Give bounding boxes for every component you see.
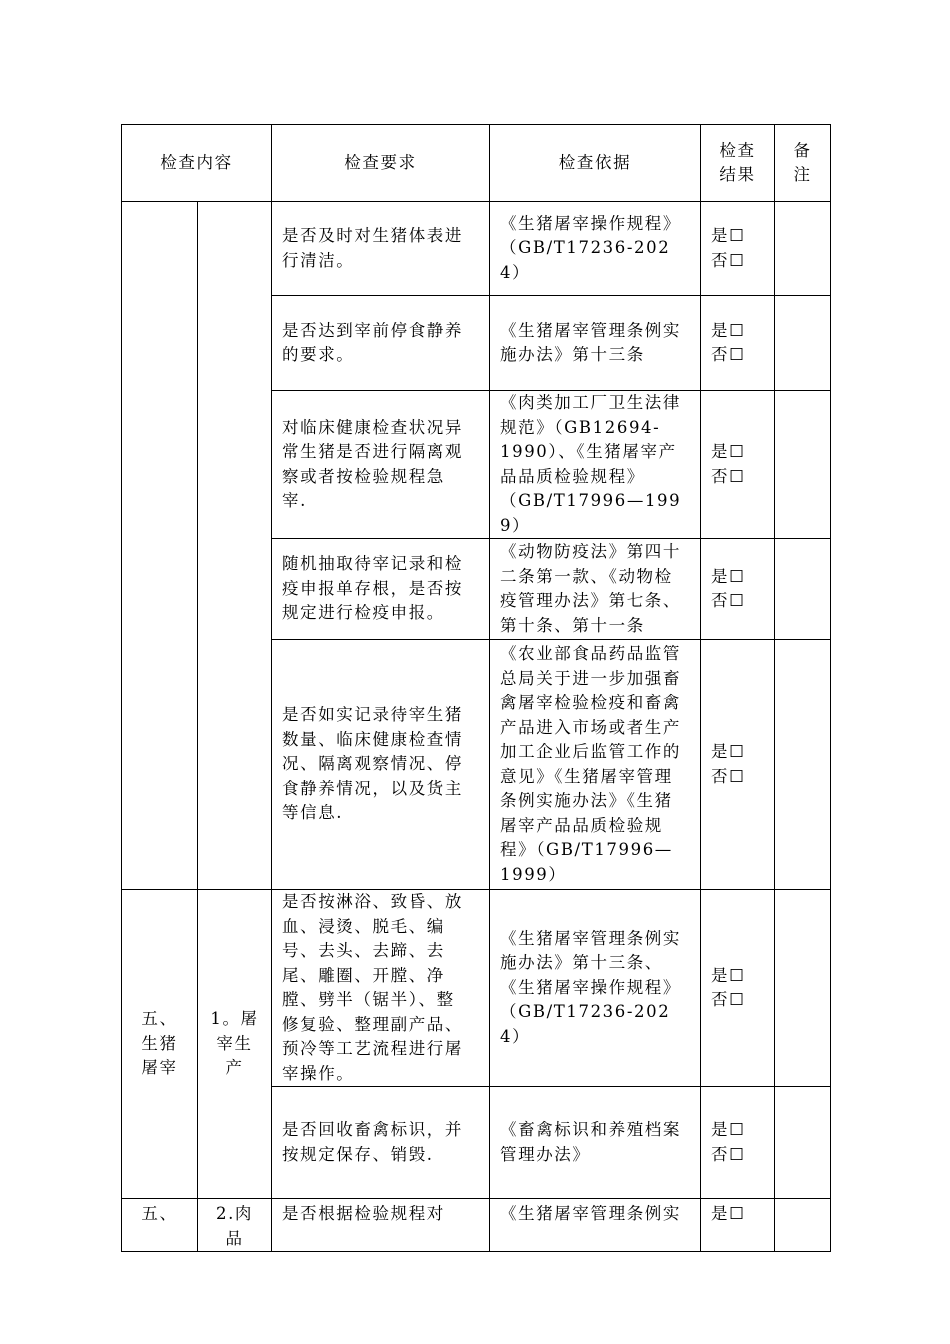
section-cell: 五、 生猪 屠宰 [122, 890, 198, 1199]
yes-checkbox[interactable]: 是☐ [711, 566, 746, 586]
section-cell-empty [122, 202, 198, 890]
header-row [122, 125, 831, 202]
no-checkbox[interactable]: 否☐ [711, 990, 746, 1009]
result-cell[interactable] [701, 640, 775, 890]
remark-cell [775, 539, 831, 640]
no-checkbox[interactable]: 否☐ [711, 466, 746, 486]
basis-cell: 《动物防疫法》第四十 二条第一款、《动物检 疫管理办法》第七条、 第十条、第十一条 [490, 539, 701, 640]
requirement-cell: 是否及时对生猪体表进 行清洁。 [272, 202, 490, 296]
result-cell[interactable] [701, 890, 775, 1087]
requirement-cell: 随机抽取待宰记录和检 疫申报单存根，是否按 规定进行检疫申报。 [272, 539, 490, 640]
table-row [122, 202, 831, 296]
yes-checkbox[interactable]: 是☐ [711, 742, 746, 761]
remark-cell [775, 1199, 831, 1252]
no-checkbox[interactable]: 否☐ [711, 250, 746, 270]
remark-cell [775, 391, 831, 539]
yes-checkbox[interactable]: 是☐ [711, 442, 746, 461]
basis-cell: 《生猪屠宰管理条例实 施办法》第十三条、 《生猪屠宰操作规程》 （GB/T17236-2024） [490, 890, 701, 1087]
remark-cell [775, 296, 831, 391]
table-row [122, 890, 831, 1087]
item-cell-empty [198, 202, 272, 890]
remark-cell [775, 890, 831, 1087]
requirement-cell: 是否按淋浴、致昏、放 血、浸烫、脱毛、编 号、去头、去蹄、去 尾、雕圈、开膛、净 膛、劈半（锯半）、整 修复验、整理副产品、 预冷等工艺流程进行屠 宰操作。 [272, 890, 490, 1087]
item-cell: 1。屠 宰生产 [198, 890, 272, 1199]
remark-cell [775, 202, 831, 296]
no-checkbox[interactable]: 否☐ [711, 345, 746, 364]
result-cell[interactable] [701, 539, 775, 640]
result-cell[interactable] [701, 391, 775, 539]
no-checkbox[interactable]: 否☐ [711, 591, 746, 610]
yes-checkbox[interactable]: 是☐ [711, 226, 746, 245]
table-row [122, 1199, 831, 1252]
item-cell: 2.肉品 [198, 1199, 272, 1252]
header-requirement: 检查要求 [272, 125, 490, 202]
remark-cell [775, 640, 831, 890]
yes-checkbox[interactable]: 是☐ [711, 1204, 746, 1223]
header-result: 检查 结果 [701, 125, 775, 202]
remark-cell [775, 1087, 831, 1199]
no-checkbox[interactable]: 否☐ [711, 766, 746, 786]
result-cell[interactable] [701, 1199, 775, 1252]
header-remark: 备注 [775, 125, 831, 202]
section-cell: 五、 [122, 1199, 198, 1252]
basis-cell: 《生猪屠宰操作规程》 （GB/T17236-2024） [490, 202, 701, 296]
yes-checkbox[interactable]: 是☐ [711, 320, 746, 340]
basis-cell: 《农业部食品药品监管 总局关于进一步加强畜 禽屠宰检验检疫和畜禽 产品进入市场或者生产 加工企业后监管工作的 意见》《生猪屠宰管理 条例实施办法》《生猪 屠宰产品品质检验规 程》（GB/T17996— 1999） [490, 640, 701, 890]
basis-cell: 《畜禽标识和养殖档案 管理办法》 [490, 1087, 701, 1199]
basis-cell: 《生猪屠宰管理条例实 [490, 1199, 701, 1252]
requirement-cell: 是否如实记录待宰生猪 数量、临床健康检查情 况、隔离观察情况、停 食静养情况，以及货主 等信息. [272, 640, 490, 890]
inspection-table [121, 124, 831, 1252]
basis-cell: 《生猪屠宰管理条例实 施办法》第十三条 [490, 296, 701, 391]
result-cell[interactable] [701, 1087, 775, 1199]
yes-checkbox[interactable]: 是☐ [711, 1120, 746, 1139]
result-cell[interactable] [701, 202, 775, 296]
result-cell[interactable] [701, 296, 775, 391]
requirement-cell: 是否回收畜禽标识，并 按规定保存、销毁. [272, 1087, 490, 1199]
requirement-cell: 是否根据检验规程对 [272, 1199, 490, 1252]
header-basis: 检查依据 [490, 125, 701, 202]
yes-checkbox[interactable]: 是☐ [711, 965, 746, 985]
no-checkbox[interactable]: 否☐ [711, 1144, 746, 1164]
header-content: 检查内容 [122, 125, 272, 202]
requirement-cell: 是否达到宰前停食静养 的要求。 [272, 296, 490, 391]
basis-cell: 《肉类加工厂卫生法律 规范》（GB12694- 1990）、《生猪屠宰产 品品质检验规程》 （GB/T17996—1999） [490, 391, 701, 539]
requirement-cell: 对临床健康检查状况异 常生猪是否进行隔离观 察或者按检验规程急 宰. [272, 391, 490, 539]
